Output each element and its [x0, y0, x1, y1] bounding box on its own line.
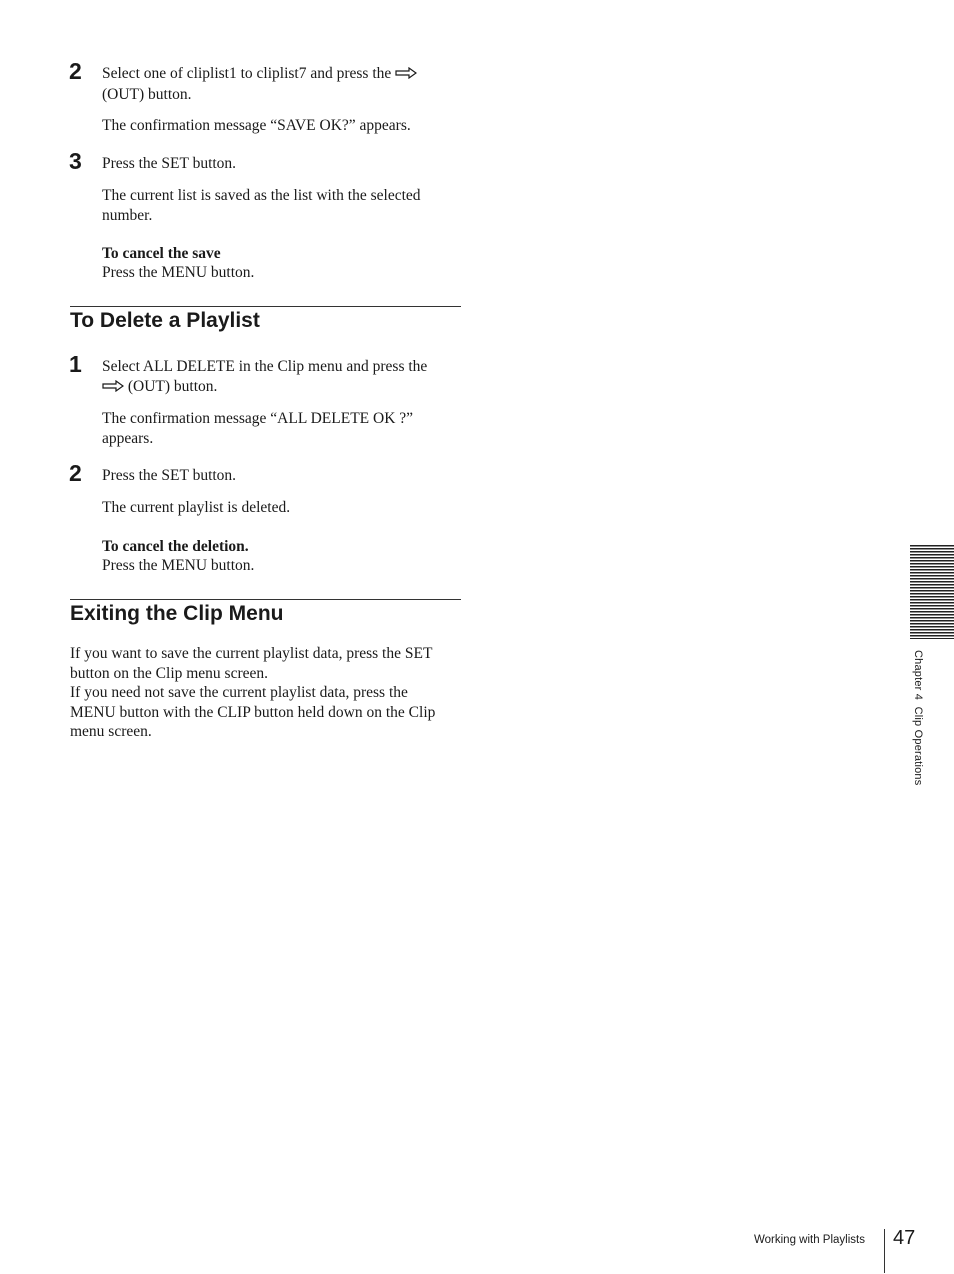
- chapter-label: Chapter 4 Clip Operations: [912, 650, 924, 786]
- step-result: [102, 409, 462, 448]
- cancel-title: To cancel the deletion.: [102, 538, 249, 555]
- cancel-text: Press the MENU button.: [102, 557, 255, 574]
- step-result-line: The current list is saved as the list with the selected: [102, 187, 421, 204]
- page-number: 47: [893, 1227, 916, 1249]
- body-line: If you want to save the current playlist data, press the SET: [70, 645, 433, 662]
- section-divider: [70, 599, 461, 600]
- step-result-line: The confirmation message “ALL DELETE OK ?”: [102, 410, 414, 427]
- cancel-text: Press the MENU button.: [102, 264, 255, 281]
- right-arrow-icon: [102, 378, 124, 398]
- step-number: 2: [69, 460, 82, 486]
- step-text-line: (OUT) button.: [102, 85, 192, 103]
- step-result-line: appears.: [102, 429, 154, 447]
- chapter-tab-stripes: [910, 545, 954, 639]
- step-number: 3: [69, 148, 82, 174]
- step-result: The confirmation message “SAVE OK?” appears.: [102, 117, 411, 134]
- step-result-line: number.: [102, 206, 153, 224]
- body-line: MENU button with the CLIP button held down on the Clip: [70, 703, 436, 721]
- step-text: Press the SET button.: [102, 155, 237, 172]
- section-heading: Exiting the Clip Menu: [70, 602, 284, 625]
- body-line: If you need not save the current playlist data, press the: [70, 684, 408, 701]
- cancel-title: To cancel the save: [102, 245, 221, 262]
- step-number: 1: [69, 351, 82, 377]
- body-line: button on the Clip menu screen.: [70, 664, 269, 682]
- section-divider: [70, 306, 461, 307]
- step-text-line: Select ALL DELETE in the Clip menu and press the: [102, 358, 428, 375]
- step-text: Press the SET button.: [102, 467, 237, 484]
- step-result: The current playlist is deleted.: [102, 499, 291, 516]
- step-text: [102, 357, 462, 397]
- step-text: [102, 64, 462, 104]
- right-arrow-icon: [395, 65, 417, 85]
- step-text-line: Select one of cliplist1 to cliplist7 and press the: [102, 65, 392, 82]
- section-heading: To Delete a Playlist: [70, 309, 260, 332]
- body-paragraph: [70, 644, 462, 742]
- footer-section-title: Working with Playlists: [754, 1234, 865, 1246]
- body-line: menu screen.: [70, 723, 152, 740]
- footer-divider: [884, 1229, 885, 1273]
- step-text-line: (OUT) button.: [127, 377, 218, 395]
- step-result: [102, 186, 462, 225]
- step-number: 2: [69, 58, 82, 84]
